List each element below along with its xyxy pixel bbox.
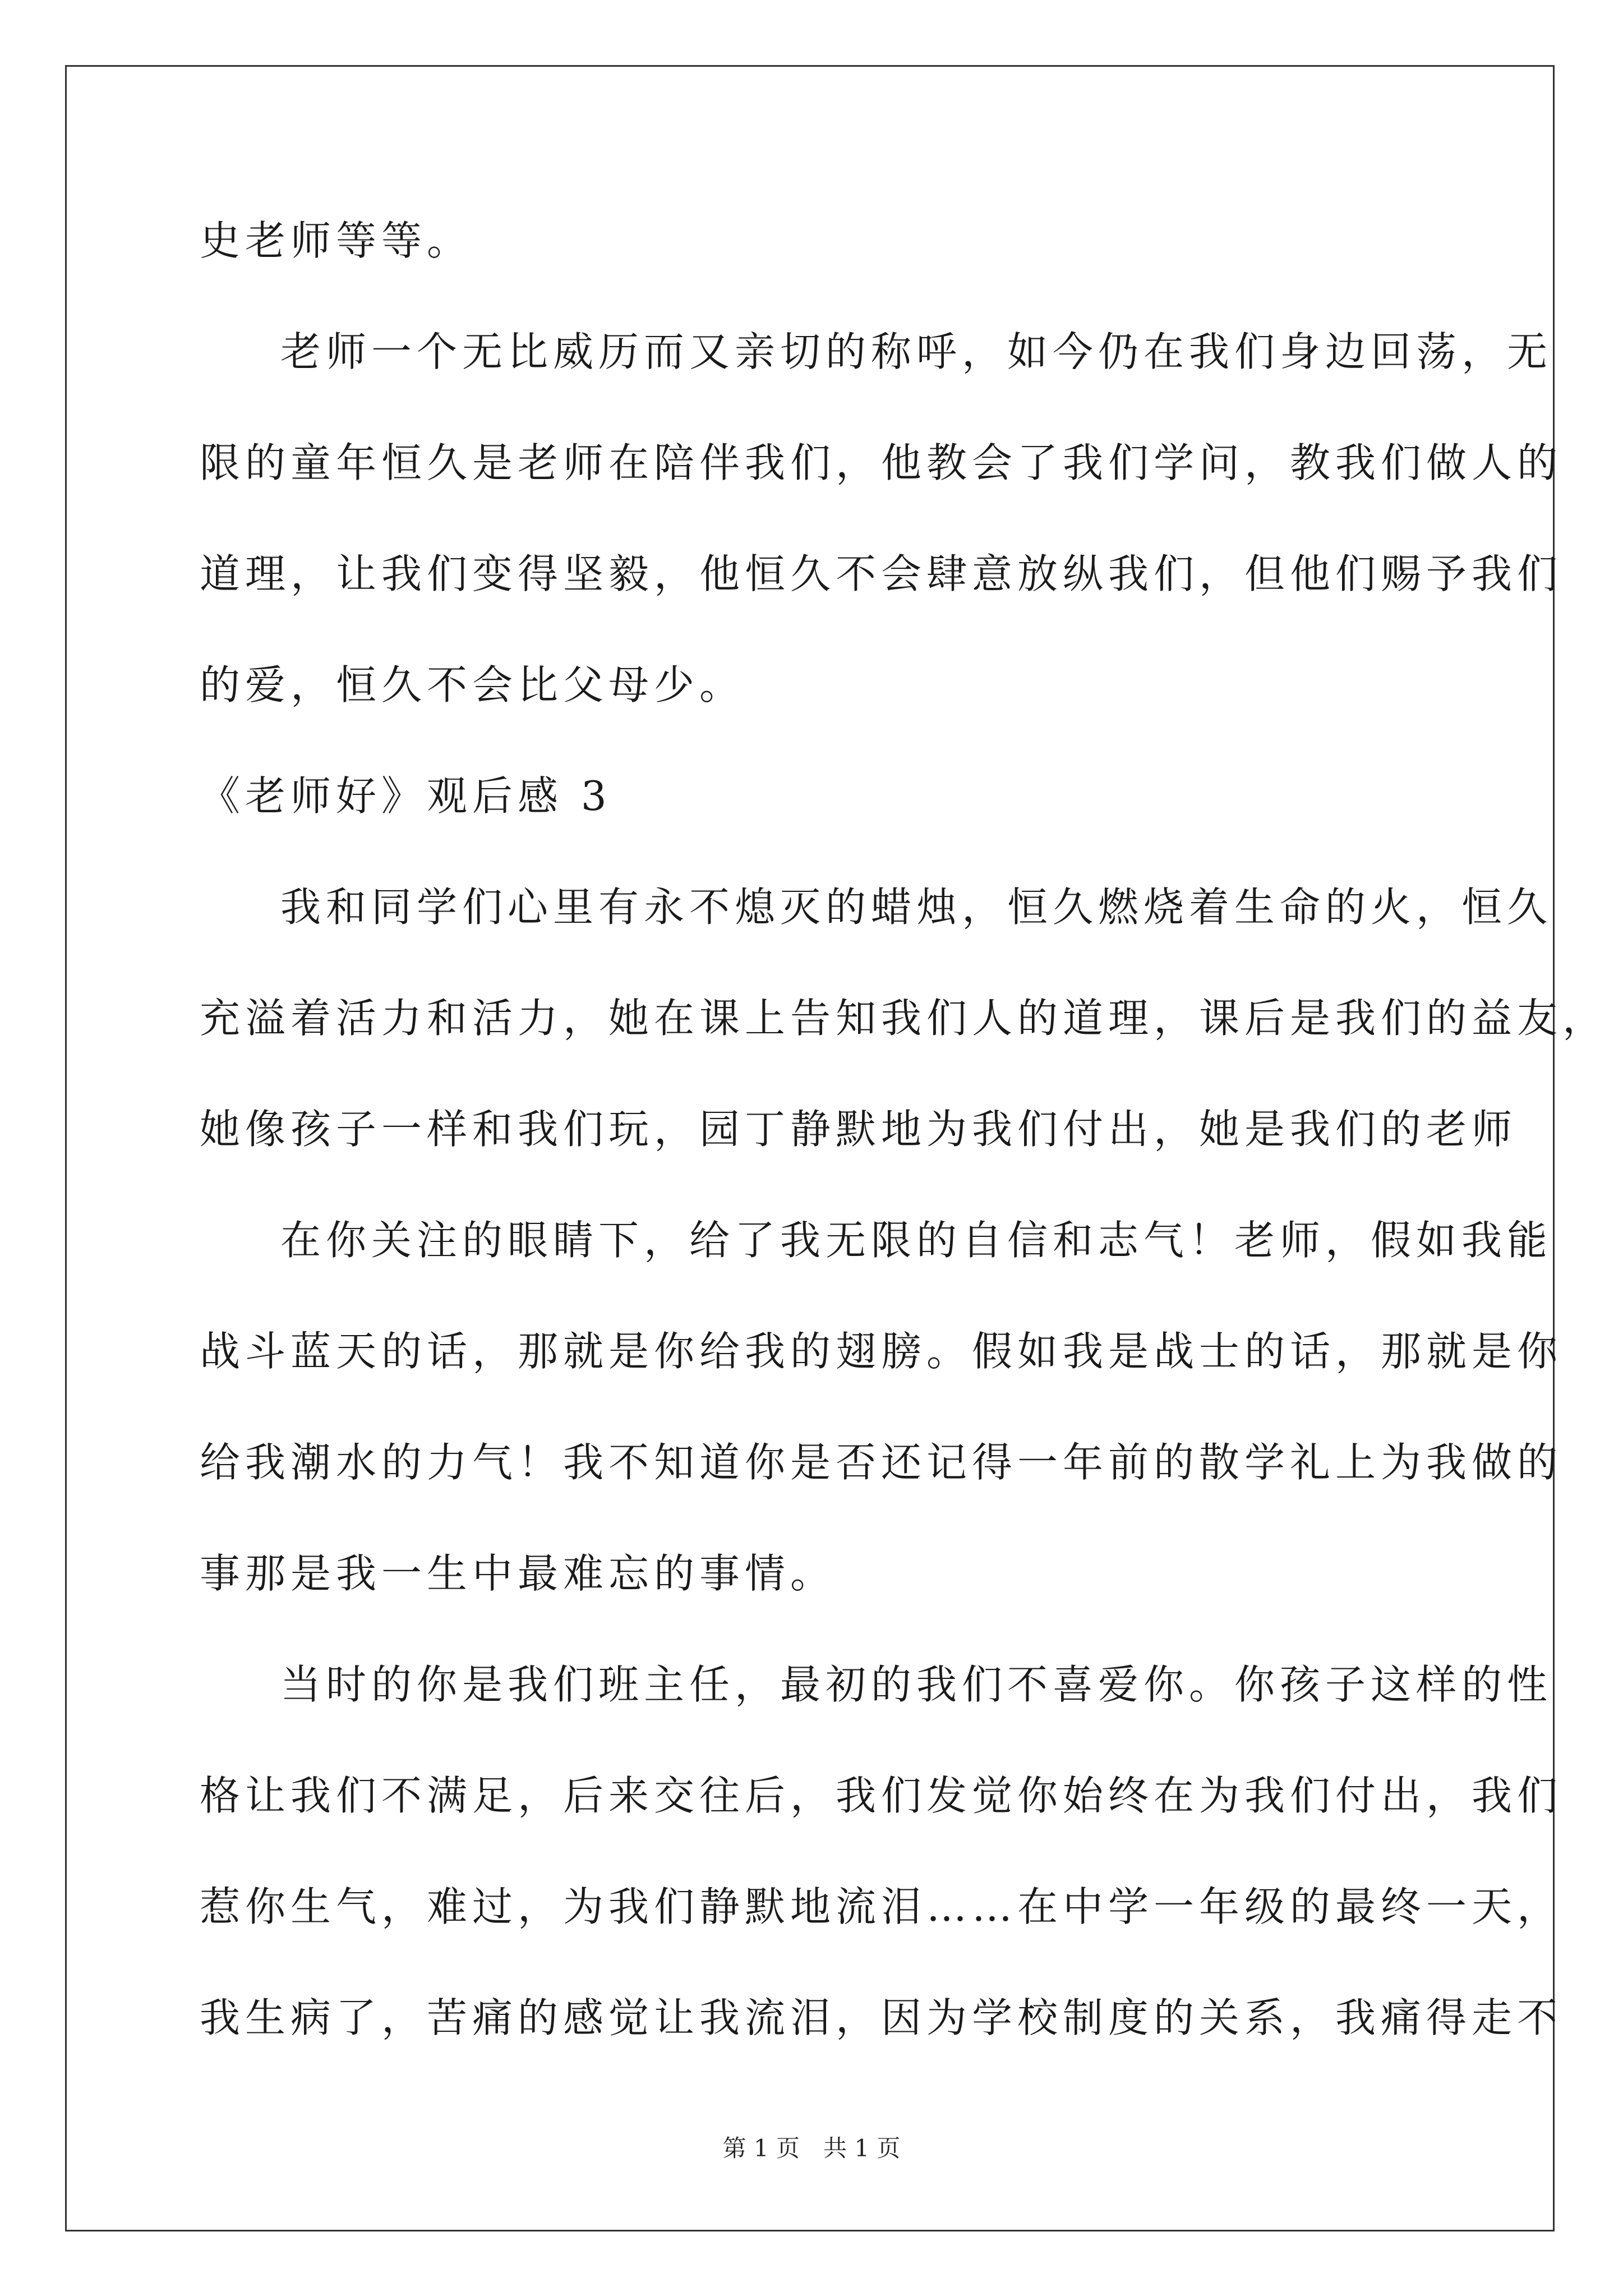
document-body — [200, 185, 1608, 2073]
text-line: 史老师等等。 — [200, 217, 473, 264]
section-heading: 《老师好》观后感 3 — [200, 772, 612, 820]
text-line: 事那是我一生中最难忘的事情。 — [200, 1550, 836, 1597]
paragraph-start-line: 老师一个无比威历而又亲切的称呼，如今仍在我们身边回荡，无 — [280, 328, 1553, 375]
text-line: 她像孩子一样和我们玩，园丁静默地为我们付出，她是我们的老师 — [200, 1106, 1518, 1153]
text-line: 格让我们不满足，后来交往后，我们发觉你始终在为我们付出，我们 — [200, 1772, 1563, 1819]
text-line: 我生病了，苦痛的感觉让我流泪，因为学校制度的关系，我痛得走不 — [200, 1994, 1563, 2041]
paragraph-start-line: 在你关注的眼睛下，给了我无限的自信和志气！老师，假如我能 — [280, 1217, 1553, 1264]
text-line: 道理，让我们变得坚毅，他恒久不会肆意放纵我们，但他们赐予我们 — [200, 550, 1563, 597]
text-line: 充溢着活力和活力，她在课上告知我们人的道理，课后是我们的益友， — [200, 995, 1608, 1042]
text-line: 战斗蓝天的话，那就是你给我的翅膀。假如我是战士的话，那就是你 — [200, 1328, 1563, 1375]
paragraph-start-line: 我和同学们心里有永不熄灭的蜡烛，恒久燃烧着生命的火，恒久 — [280, 884, 1553, 931]
page-number-footer: 第 1 页 共 1 页 — [722, 2134, 901, 2162]
text-line: 给我潮水的力气！我不知道你是否还记得一年前的散学礼上为我做的 — [200, 1439, 1563, 1486]
text-line: 的爱，恒久不会比父母少。 — [200, 661, 745, 708]
text-line: 限的童年恒久是老师在陪伴我们，他教会了我们学问，教我们做人的 — [200, 439, 1563, 486]
paragraph-start-line: 当时的你是我们班主任，最初的我们不喜爱你。你孩子这样的性 — [280, 1661, 1553, 1708]
text-line: 惹你生气，难过，为我们静默地流泪……在中学一年级的最终一天， — [200, 1883, 1563, 1930]
